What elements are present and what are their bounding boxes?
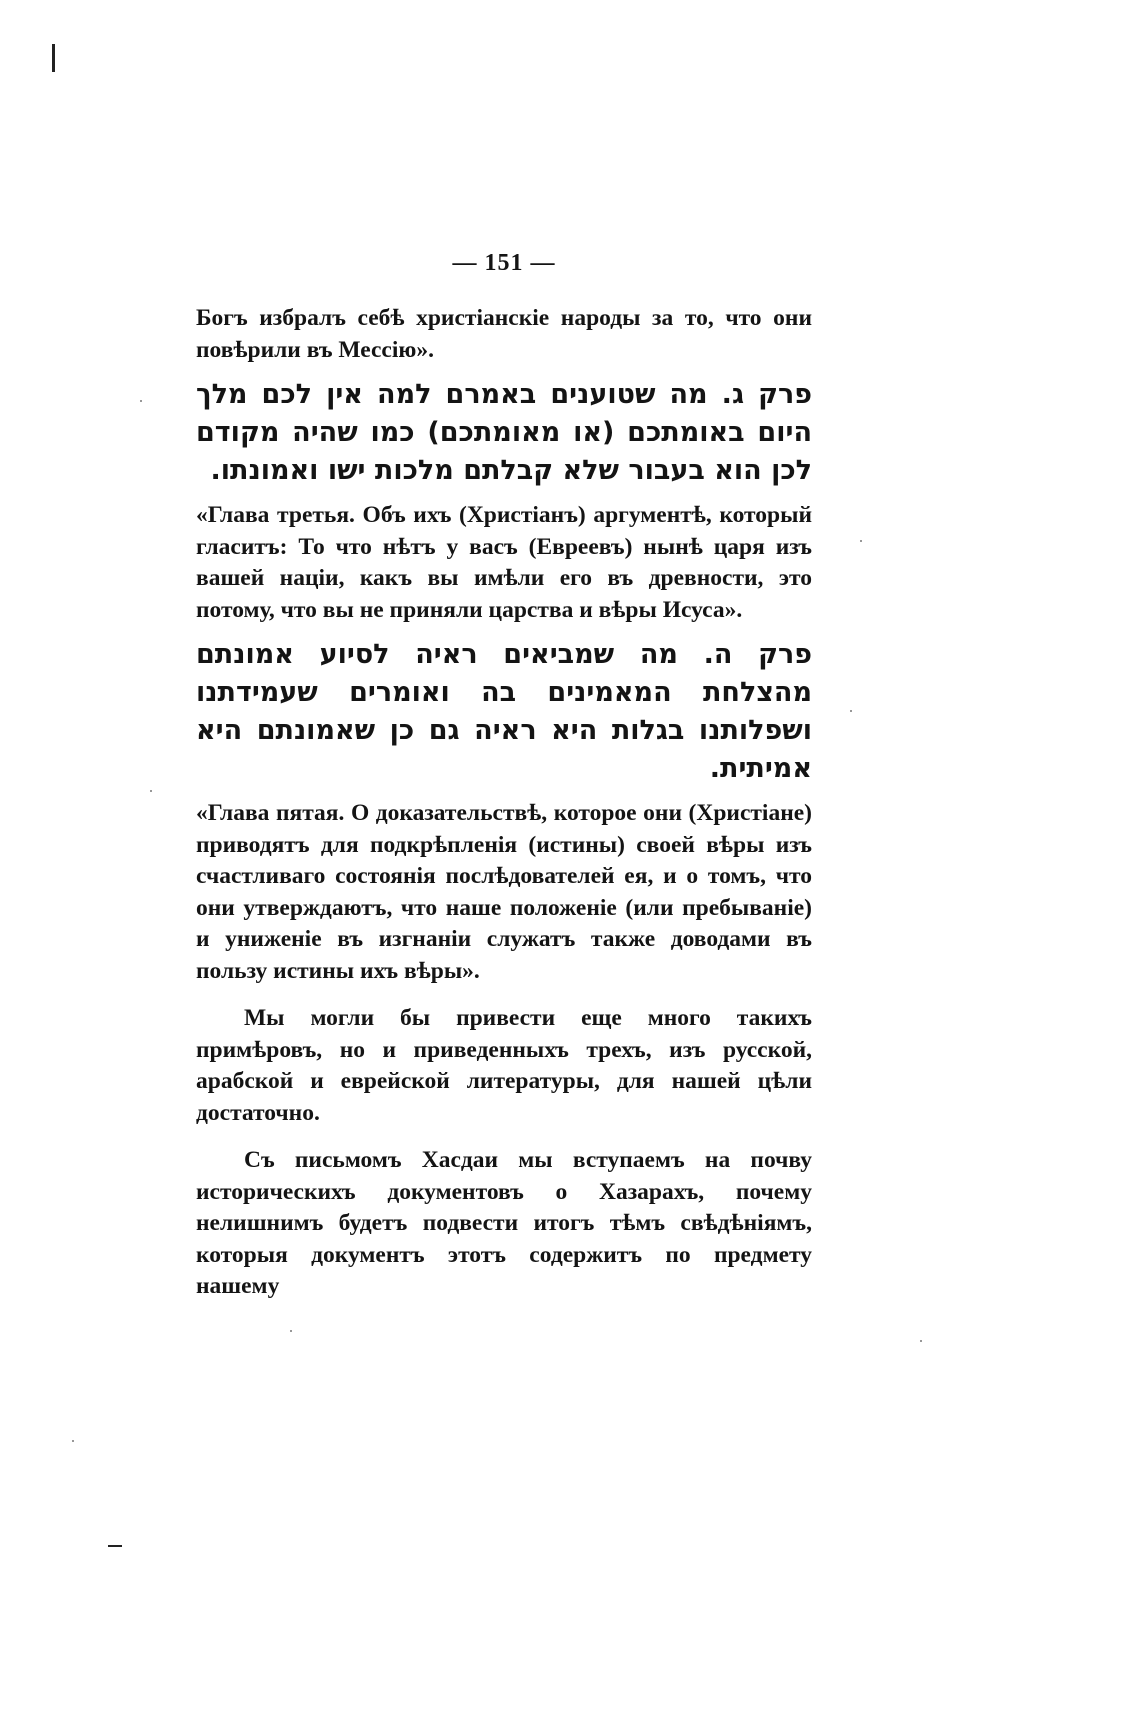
paper-speck xyxy=(850,710,852,712)
paper-speck xyxy=(150,790,152,792)
paper-speck xyxy=(140,400,142,402)
scan-artifact-mark xyxy=(52,44,55,72)
paper-speck xyxy=(920,1340,922,1342)
paragraph-hasdai-letter: Съ письмомъ Хасдаи мы вступаемъ на почву историческихъ документовъ о Хазарахъ, почему нелишнимъ будетъ подвести итогъ тѣмъ свѣдѣніямъ, которыя документъ этотъ содержитъ по предмету нашему xyxy=(196,1147,812,1299)
paragraph-chapter-3-translation: «Глава третья. Объ ихъ (Христіанъ) аргументѣ, который гласитъ: То что нѣтъ у васъ (Евреевъ) нынѣ царя изъ вашей націи, какъ вы имѣли его въ древности, это потому, что вы не приняли царства и вѣры Исуса». xyxy=(196,502,812,623)
hebrew-chapter-3-heading: פרק ג. מה שטוענים באמרם למה אין לכם מלך היום באומתכם (או מאומתכם) כמו שהיה מקודם לכן הוא בעבור שלא קבלתם מלכות ישו ואמונתו. xyxy=(196,379,812,486)
paper-speck xyxy=(72,1440,74,1442)
paragraph-examples-summary: Мы могли бы привести еще много такихъ примѣровъ, но и приведенныхъ трехъ, изъ русской, арабской и еврейской литературы, для нашей цѣли достаточно. xyxy=(196,1005,812,1126)
paper-speck xyxy=(860,540,862,542)
hebrew-chapter-5-heading: פרק ה. מה שמביאים ראיה לסיוע אמונתם מהצלחת המאמינים בה ואומרים שעמידתנו ושפלותנו בגלות היא ראיה גם כן שאמונתם היא אמיתית. xyxy=(196,639,812,784)
paragraph-intro-continuation: Богъ избралъ себѣ христіанскіе народы за то, что они повѣрили въ Мессію». xyxy=(196,305,812,363)
paper-speck xyxy=(290,1330,292,1332)
text-column xyxy=(196,250,812,1303)
page-number: — 151 — xyxy=(452,250,556,276)
paragraph-chapter-5-translation: «Глава пятая. О доказательствѣ, которое они (Христіане) приводятъ для подкрѣпленія (истины) своей вѣры изъ счастливаго состоянія послѣдователей ея, и о томъ, что они утверждаютъ, что наше положеніе (или пребываніе) и униженіе въ изгнаніи служатъ также доводами въ пользу истины ихъ вѣры». xyxy=(196,800,812,984)
scan-artifact-dash xyxy=(108,1545,122,1547)
